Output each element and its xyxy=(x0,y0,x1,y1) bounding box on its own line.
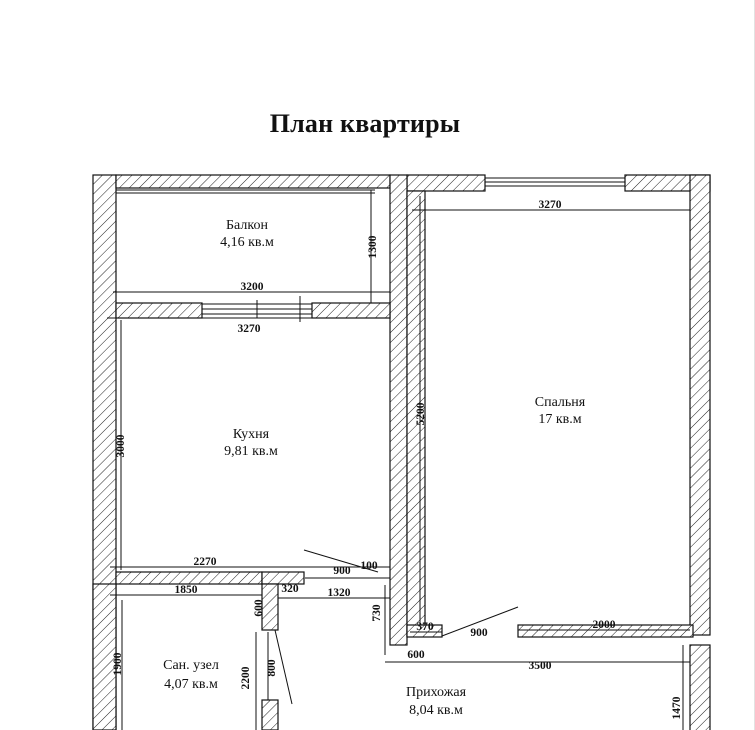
dim-hall-2200: 2200 xyxy=(240,666,252,690)
wall-kitchen-bottom xyxy=(116,572,262,584)
dim-bath-wall: 320 xyxy=(281,583,299,595)
dim-balcony-height: 1300 xyxy=(367,235,379,259)
room-labels xyxy=(163,218,586,718)
dim-bath-width: 1850 xyxy=(174,584,198,596)
dim-hall-3500: 3500 xyxy=(528,660,552,672)
dim-kitchen-height: 3000 xyxy=(115,434,127,458)
plan-title: План квартиры xyxy=(269,109,461,138)
wall-right-outer xyxy=(690,175,710,635)
dim-bath-height: 1900 xyxy=(112,652,124,676)
wall-middle-vertical xyxy=(390,175,407,645)
room-area-balcony: 4,16 кв.м xyxy=(220,235,274,250)
dim-door-bedroom: 900 xyxy=(470,627,488,639)
walls xyxy=(93,175,710,730)
room-area-bedroom: 17 кв.м xyxy=(538,412,582,427)
room-name-bedroom: Спальня xyxy=(534,395,586,410)
room-name-balcony: Балкон xyxy=(226,218,268,233)
room-name-hallway: Прихожая xyxy=(405,685,467,700)
wall-kitchen-top-right xyxy=(312,303,390,318)
dim-hall-1470: 1470 xyxy=(671,696,683,720)
dim-hall-600-b: 600 xyxy=(407,649,425,661)
wall-bath-right-lower xyxy=(262,700,278,730)
dim-bedroom-width: 3270 xyxy=(538,199,562,211)
dim-hall-1320: 1320 xyxy=(327,587,351,599)
dim-bedroom-height: 5200 xyxy=(415,402,427,426)
wall-kitchen-top-left xyxy=(116,303,202,318)
dim-hall-800: 800 xyxy=(266,659,278,677)
dim-hall-730: 730 xyxy=(371,604,383,622)
dim-hall-370: 370 xyxy=(416,621,434,633)
dim-balcony-width: 3200 xyxy=(240,281,264,293)
wall-hall-right xyxy=(690,645,710,730)
dim-hall-600-a: 600 xyxy=(253,599,265,617)
room-area-kitchen: 9,81 кв.м xyxy=(224,444,278,459)
room-area-hallway: 8,04 кв.м xyxy=(409,703,463,718)
wall-top-balcony xyxy=(116,175,390,188)
room-area-bathroom: 4,07 кв.м xyxy=(164,677,218,692)
dim-kitchen-width: 3270 xyxy=(237,323,261,335)
room-name-bathroom: Сан. узел xyxy=(163,658,219,673)
dim-kitchen-bottom: 2270 xyxy=(193,556,217,568)
dim-wall-100: 100 xyxy=(360,560,378,572)
wall-top-bedroom-left xyxy=(407,175,485,191)
dim-bedroom-bottom: 2000 xyxy=(592,619,616,631)
dim-door-kitchen: 900 xyxy=(333,565,351,577)
room-name-kitchen: Кухня xyxy=(232,427,270,442)
